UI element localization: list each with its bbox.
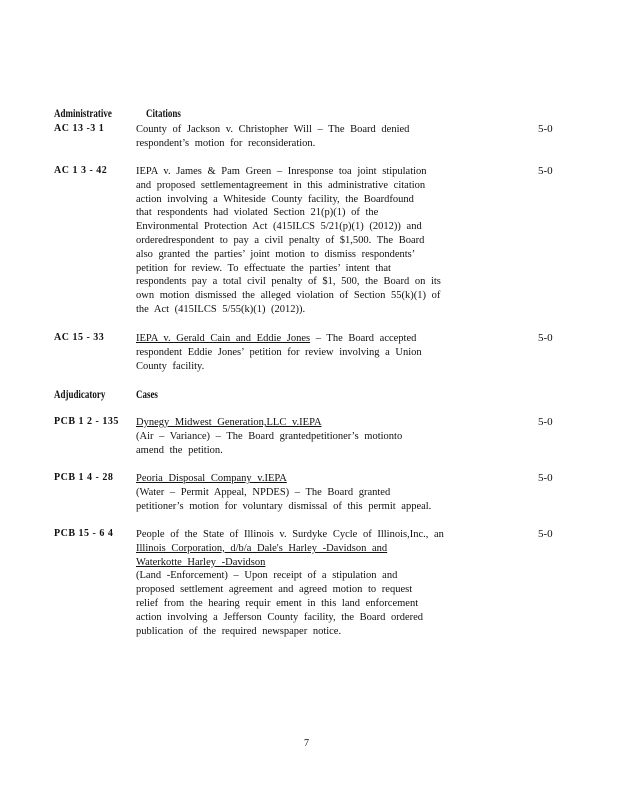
case-number: PCB 1 2 - 135 <box>54 416 119 427</box>
case-title: Waterkotte Harley -Davidson <box>136 556 266 568</box>
summary-line: respondent’s motion for reconsideration. <box>136 137 316 149</box>
vote-count: 5-0 <box>538 123 553 135</box>
vote-count: 5-0 <box>538 165 553 177</box>
page-number: 7 <box>304 738 309 749</box>
case-number: AC 13 -3 1 <box>54 123 105 134</box>
summary-line: People of the State of Illinois v. Surdyke Cycle of Illinois,Inc., an <box>136 529 444 540</box>
case-summary <box>136 123 466 151</box>
summary-line: respondent Eddie Jones’ petition for review involving a Union <box>136 346 422 358</box>
summary-line <box>136 332 466 346</box>
section-heading-administrative: Administrative <box>54 108 112 120</box>
summary-line: proposed settlement agreement and agreed motion to request <box>136 584 413 596</box>
summary-line: (Land -Enforcement) – Upon receipt of a stipulation and <box>136 570 398 582</box>
case-number: AC 15 - 33 <box>54 332 105 343</box>
case-summary <box>136 528 466 638</box>
summary-line: County facility. <box>136 360 205 372</box>
summary-line: own motion dismissed the alleged violation of Section 55(k)(1) of <box>136 290 441 302</box>
case-title: IEPA v. Gerald Cain and Eddie Jones <box>136 333 311 344</box>
vote-count: 5-0 <box>538 472 553 484</box>
case-number: AC 1 3 - 42 <box>54 165 108 176</box>
section-heading-citations: Citations <box>146 108 181 120</box>
section-heading-adjudicatory: Adjudicatory <box>54 389 106 401</box>
summary-line: the Act (415ILCS 5/55(k)(1) (2012)). <box>136 303 306 315</box>
summary-line: and proposed settlementagreement in this administrative citation <box>136 179 426 191</box>
summary-line: respondents pay a total civil penalty of $1, 500, the Board on its <box>136 276 441 288</box>
case-number: PCB 15 - 6 4 <box>54 528 114 539</box>
summary-line: publication of the required newspaper notice. <box>136 625 342 637</box>
vote-count: 5-0 <box>538 332 553 344</box>
case-title: Dynegy Midwest Generation,LLC v.IEPA <box>136 417 322 428</box>
case-summary <box>136 416 466 457</box>
summary-line: (Air – Variance) – The Board grantedpetitioner’s motionto <box>136 430 403 442</box>
summary-line: action involving a Jefferson County facility, the Board ordered <box>136 611 424 623</box>
summary-text: – The Board accepted <box>310 333 417 344</box>
case-summary <box>136 332 466 373</box>
case-title: Illinois Corporation, d/b/a Dale's Harley -Davidson and <box>136 542 388 554</box>
section-heading-cases: Cases <box>136 389 158 401</box>
summary-line: petition for review. To effectuate the parties’ intent that <box>136 262 391 274</box>
summary-line: also granted the parties’ joint motion to dismiss respondents’ <box>136 248 416 260</box>
summary-line: County of Jackson v. Christopher Will – The Board denied <box>136 124 410 135</box>
case-number: PCB 1 4 - 28 <box>54 472 114 483</box>
summary-line: relief from the hearing requir ement in this land enforcement <box>136 597 419 609</box>
case-summary <box>136 165 466 317</box>
vote-count: 5-0 <box>538 416 553 428</box>
case-summary <box>136 472 466 513</box>
vote-count: 5-0 <box>538 528 553 540</box>
summary-line: that respondents had violated Section 21(p)(1) of the <box>136 207 379 219</box>
summary-line: Environmental Protection Act (415ILCS 5/21(p)(1) (2012)) and <box>136 221 422 233</box>
summary-line: (Water – Permit Appeal, NPDES) – The Board granted <box>136 486 391 498</box>
summary-line: orderedrespondent to pay a civil penalty of $1,500. The Board <box>136 234 425 246</box>
summary-line: IEPA v. James & Pam Green – Inresponse toa joint stipulation <box>136 166 427 177</box>
summary-line: petitioner’s motion for voluntary dismissal of this permit appeal. <box>136 500 432 512</box>
summary-line: action involving a Whiteside County facility, the Boardfound <box>136 193 414 205</box>
case-title: Peoria Disposal Company v.IEPA <box>136 473 287 484</box>
summary-line: amend the petition. <box>136 444 223 456</box>
